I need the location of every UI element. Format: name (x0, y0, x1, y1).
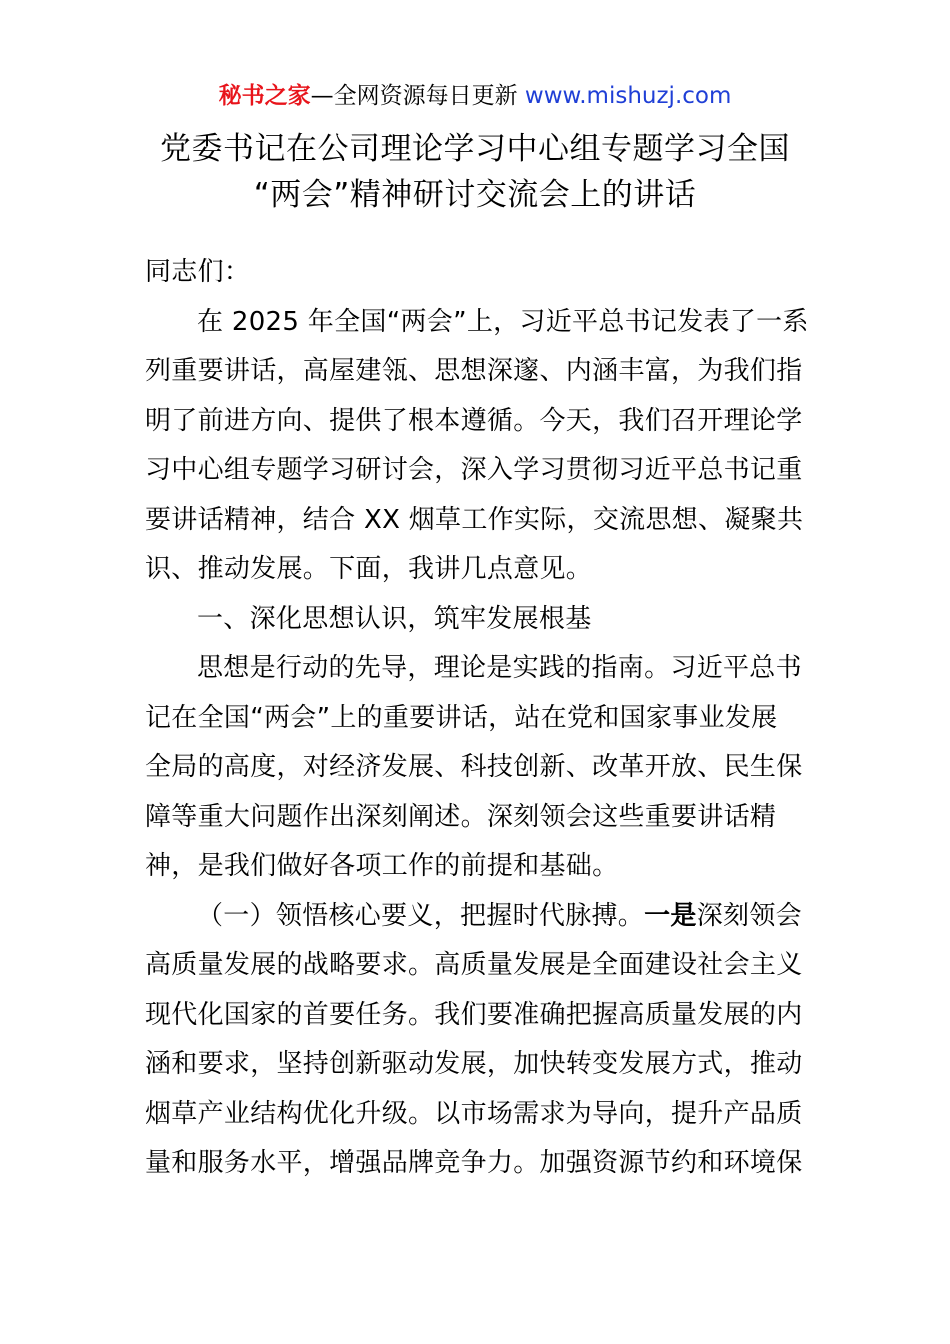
point-marker: 一是 (644, 900, 697, 931)
site-tagline: —全网资源每日更新 (310, 83, 525, 109)
body-line: 现代化国家的首要任务。我们要准确把握高质量发展的内 (145, 999, 803, 1030)
body-line: 要讲话精神，结合 XX 烟草工作实际，交流思想、凝聚共 (145, 504, 804, 535)
subsection-line (145, 892, 825, 942)
salutation: 同志们： (145, 257, 251, 287)
body-line: 思想是行动的先导，理论是实践的指南。习近平总书 (197, 653, 802, 683)
body-line: 量和服务水平，增强品牌竞争力。加强资源节约和环境保 (145, 1148, 803, 1178)
title-line-1: 党委书记在公司理论学习中心组专题学习全国 (160, 131, 790, 167)
site-header (0, 80, 950, 112)
body-line: 神，是我们做好各项工作的前提和基础。 (145, 851, 619, 881)
body-line: 在 2025 年全国“两会”上，习近平总书记发表了一系 (197, 306, 809, 337)
body-line: 列重要讲话，高屋建瓴、思想深邃、内涵丰富，为我们指 (145, 356, 803, 386)
body-line: 识、推动发展。下面，我讲几点意见。 (145, 554, 593, 584)
body-line: 高质量发展的战略要求。高质量发展是全面建设社会主义 (145, 950, 803, 980)
body-line: 涵和要求，坚持创新驱动发展，加快转变发展方式，推动 (145, 1049, 803, 1079)
site-url-link[interactable]: www.mishuzj.com (524, 83, 732, 109)
body-line: 障等重大问题作出深刻阐述。深刻领会这些重要讲话精 (145, 801, 777, 832)
section-heading: 一、深化思想认识，筑牢发展根基 (197, 603, 592, 634)
body-line: 记在全国“两会”上的重要讲话，站在党和国家事业发展 (145, 702, 778, 733)
subsection-heading: （一）领悟核心要义，把握时代脉搏。 (197, 900, 645, 931)
body-line: 习中心组专题学习研讨会，深入学习贯彻习近平总书记重 (145, 455, 803, 485)
body-line: 烟草产业结构优化升级。以市场需求为导向，提升产品质 (145, 1098, 803, 1129)
body-line: 明了前进方向、提供了根本遵循。今天，我们召开理论学 (145, 405, 803, 436)
site-name: 秘书之家 (218, 83, 311, 109)
point-text: 深刻领会 (696, 900, 802, 931)
document-body (145, 248, 825, 1189)
title-line-2: “两会”精神研讨交流会上的讲话 (253, 177, 697, 213)
document-title (100, 126, 850, 218)
body-line: 全局的高度，对经济发展、科技创新、改革开放、民生保 (145, 752, 803, 782)
